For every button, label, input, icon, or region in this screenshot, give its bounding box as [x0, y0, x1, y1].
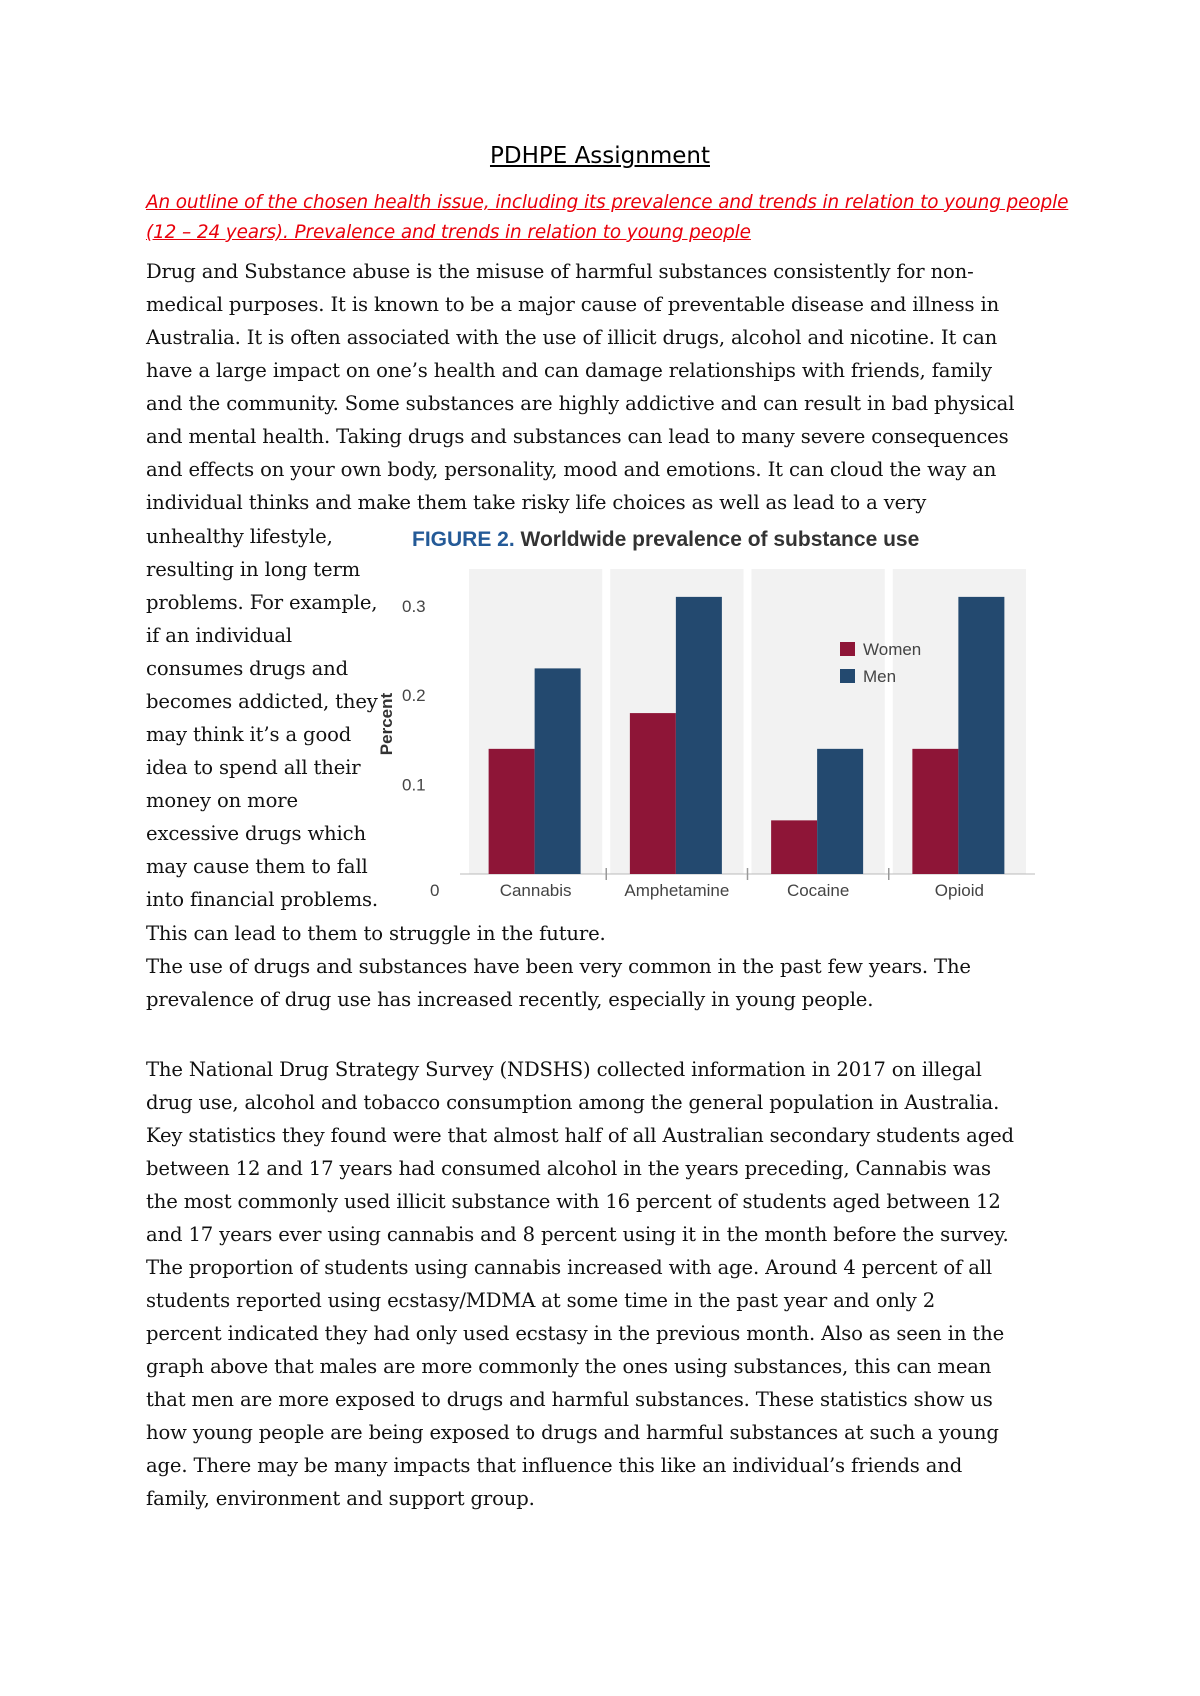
- text-line: the most commonly used illicit substance with 16 percent of students aged between 12: [146, 1190, 1001, 1213]
- text-line: have a large impact on one’s health and can damage relationships with friends, family: [146, 359, 992, 382]
- bar-women-amphetamine: [630, 713, 676, 874]
- y-tick-label: 0.2: [402, 686, 426, 706]
- section-heading: An outline of the chosen health issue, including its prevalence and trends in relation to young people (12 – 24 years). Prevalence and trends in relation to young people: [146, 192, 1069, 243]
- bar-women-cannabis: [489, 749, 535, 874]
- text-line: and the community. Some substances are highly addictive and can result in bad physical: [146, 392, 1015, 415]
- text-line: consumes drugs and: [146, 657, 349, 680]
- text-line: and 17 years ever using cannabis and 8 percent using it in the month before the survey.: [146, 1223, 1009, 1246]
- x-tick-label: Cannabis: [499, 881, 572, 900]
- bar-chart: [377, 524, 1040, 904]
- text-line: resulting in long term: [146, 558, 361, 581]
- text-line: may think it’s a good: [146, 723, 352, 746]
- bar-men-cocaine: [817, 749, 863, 874]
- text-line: The proportion of students using cannabis increased with age. Around 4 percent of all: [146, 1256, 992, 1279]
- text-line: idea to spend all their: [146, 756, 361, 779]
- text-line: and effects on your own body, personality, mood and emotions. It can cloud the way an: [146, 458, 997, 481]
- text-line: age. There may be many impacts that influence this like an individual’s friends and: [146, 1454, 963, 1477]
- text-line: percent indicated they had only used ecstasy in the previous month. Also as seen in the: [146, 1322, 1005, 1345]
- text-line: how young people are being exposed to drugs and harmful substances at such a young: [146, 1421, 999, 1444]
- text-line: into financial problems.: [146, 888, 379, 911]
- text-line: medical purposes. It is known to be a major cause of preventable disease and illness in: [146, 293, 1000, 316]
- bar-men-cannabis: [535, 668, 581, 874]
- figure-chart: [377, 524, 1040, 904]
- y-tick-label: 0.1: [402, 775, 426, 795]
- text-line: The use of drugs and substances have been very common in the past few years. The: [146, 955, 971, 978]
- y-tick-label: 0.3: [402, 596, 426, 616]
- text-line: if an individual: [146, 624, 293, 647]
- text-line: between 12 and 17 years had consumed alcohol in the years preceding, Cannabis was: [146, 1157, 991, 1180]
- document-title: PDHPE Assignment: [489, 143, 710, 169]
- text-line: graph above that males are more commonly the ones using substances, this can mean: [146, 1355, 992, 1378]
- bar-women-cocaine: [771, 820, 817, 874]
- text-line: Key statistics they found were that almost half of all Australian secondary students aged: [146, 1124, 1014, 1147]
- text-line: problems. For example,: [146, 591, 378, 614]
- text-line: that men are more exposed to drugs and harmful substances. These statistics show us: [146, 1388, 993, 1411]
- legend-swatch: [840, 669, 855, 683]
- legend-swatch: [840, 642, 855, 656]
- text-line: may cause them to fall: [146, 855, 368, 878]
- text-line: students reported using ecstasy/MDMA at some time in the past year and only 2: [146, 1289, 936, 1312]
- text-line: Drug and Substance abuse is the misuse of harmful substances consistently for non-: [146, 260, 974, 283]
- bar-men-amphetamine: [676, 597, 722, 874]
- legend-label: Men: [863, 667, 897, 686]
- figure-label: FIGURE 2.: [412, 528, 515, 551]
- x-tick-label: Cocaine: [786, 881, 850, 900]
- x-tick-label: Opioid: [934, 881, 984, 900]
- x-tick-label: Amphetamine: [624, 881, 730, 900]
- figure-title-text: Worldwide prevalence of substance use: [520, 528, 920, 551]
- legend-label: Women: [863, 640, 922, 659]
- text-line: drug use, alcohol and tobacco consumption among the general population in Australia.: [146, 1091, 1000, 1114]
- text-line: and mental health. Taking drugs and substances can lead to many severe consequences: [146, 425, 1009, 448]
- bar-men-opioid: [958, 597, 1004, 874]
- y-tick-label: 0: [430, 881, 440, 900]
- text-line: unhealthy lifestyle,: [146, 525, 333, 548]
- text-line: becomes addicted, they: [146, 690, 378, 713]
- y-axis-label: Percent: [377, 692, 396, 756]
- text-line: This can lead to them to struggle in the future.: [146, 922, 606, 945]
- text-line: excessive drugs which: [146, 822, 366, 845]
- text-line: individual thinks and make them take risky life choices as well as lead to a very: [146, 491, 927, 514]
- text-line: family, environment and support group.: [146, 1487, 535, 1510]
- bar-women-opioid: [912, 749, 958, 874]
- text-line: Australia. It is often associated with the use of illicit drugs, alcohol and nicotine. It can: [146, 326, 998, 349]
- text-line: The National Drug Strategy Survey (NDSHS) collected information in 2017 on illegal: [146, 1058, 982, 1081]
- text-line: money on more: [146, 789, 298, 812]
- text-line: prevalence of drug use has increased recently, especially in young people.: [146, 988, 874, 1011]
